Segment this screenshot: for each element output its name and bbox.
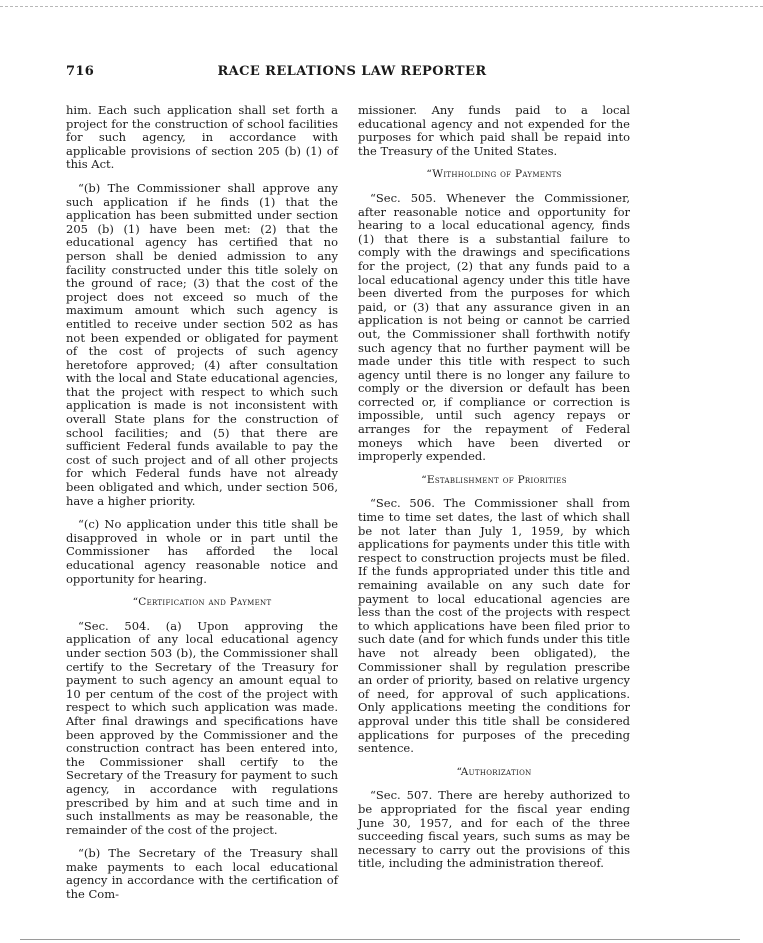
heading-certification-and-payment: “Certification and Payment <box>132 596 272 609</box>
left-column <box>66 104 338 912</box>
heading-establishment-of-priorities: “Establishment of Priorities <box>421 473 567 486</box>
scan-bottom-edge <box>20 939 740 940</box>
running-head: RACE RELATIONS LAW REPORTER <box>217 64 487 79</box>
paragraph-section-505: “Sec. 505. Whenever the Commissioner, after reasonable notice and opportunity for hearing to a local educational agency, finds (1) that there is a substantial failure to comply with the drawings and specifications for the project, (2) that any funds paid to a local educational agency under this title have been diverted from the purposes for which paid, or (3) that any assurance given in an application is not being or cannot be carried out, the Commissioner shall forthwith notify such agency that no further payment will be made under this title with respect to such agency until there is no longer any failure to comply or the diversion or default has been corrected or, if compliance or correction is impossible, until such agency repays or arranges for the repayment of Federal moneys which have been diverted or improperly expended. <box>358 190 630 464</box>
paragraph-section-504b: “(b) The Secretary of the Treasury shall make payments to each local educational agency in accordance with the certification of the Com- <box>66 846 338 902</box>
heading-authorization: “Authorization <box>456 765 532 778</box>
paragraph-section-504a: “Sec. 504. (a) Upon approving the application of any local educational agency under section 503 (b), the Commissioner shall certify to the Secretary of the Treasury for payment to such agency an amount equal to 10 per centum of the cost of the project with respect to which such application was made. After final drawings and specifications have been approved by the Commissioner and the construction contract has been entered into, the Commissioner shall certify to the Secretary of the Treasury for payment to such agency, in accordance with regulations prescribed by him and at such time and in such installments as may be reasonable, the remainder of the cost of the project. <box>66 618 338 837</box>
paragraph-section-507: “Sec. 507. There are hereby authorized to be appropriated for the fiscal year ending June 30, 1957, and for each of the three succeeding fiscal years, such sums as may be necessary to carry out the provisions of this title, including the administration thereof. <box>358 788 630 871</box>
heading-withholding-of-payments: “Withholding of Payments <box>426 168 562 181</box>
paragraph-continuation: missioner. Any funds paid to a local educational agency and not expended for the purposes for which paid shall be repaid into the Treasury of the United States. <box>358 103 630 158</box>
scan-top-edge <box>0 6 763 7</box>
paragraph-section-503b: “(b) The Commissioner shall approve any such application if he finds (1) that the application has been submitted under section 205 (b) (1) have been met: (2) that the educational agency has certified that no person shall be denied admission to any facility constructed under this title solely on the ground of race; (3) that the cost of the project does not exceed so much of the maximum amount which such agency is entitled to receive under section 502 as has not been expended or obligated for payment of the cost of projects of such agency heretofore approved; (4) after consultation with the local and State educational agencies, that the project with respect to which such application is made is not inconsistent with overall State plans for the construction of school facilities; and (5) that there are sufficient Federal funds available to pay the cost of such project and of all other projects for which Federal funds have not already been obligated and which, under section 506, have a higher priority. <box>66 180 338 508</box>
paragraph-section-503c: “(c) No application under this title shall be disapproved in whole or in part until the Commissioner has afforded the local educational agency reasonable notice and opportunity for hearing. <box>66 517 338 586</box>
page-number: 716 <box>66 64 95 79</box>
paragraph-continuation: him. Each such application shall set forth a project for the construction of school facilities for such agency, in accordance with applicable provisions of section 205 (b) (1) of this Act. <box>66 103 338 172</box>
right-column <box>358 104 630 881</box>
paragraph-section-506: “Sec. 506. The Commissioner shall from time to time set dates, the last of which shall be not later than July 1, 1959, by which applications for payments under this title with respect to construction projects must be filed. If the funds appropriated under this title and remaining available on any such date for payment to local educational agencies are less than the cost of the projects with respect to which applications have been filed prior to such date (and for which funds under this title have not already been obligated), the Commissioner shall by regulation prescribe an order of priority, based on relative urgency of need, for approval of such applications. Only applications meeting the conditions for approval under this title shall be considered applications for purposes of the preceding sentence. <box>358 496 630 756</box>
page-header <box>66 64 638 84</box>
